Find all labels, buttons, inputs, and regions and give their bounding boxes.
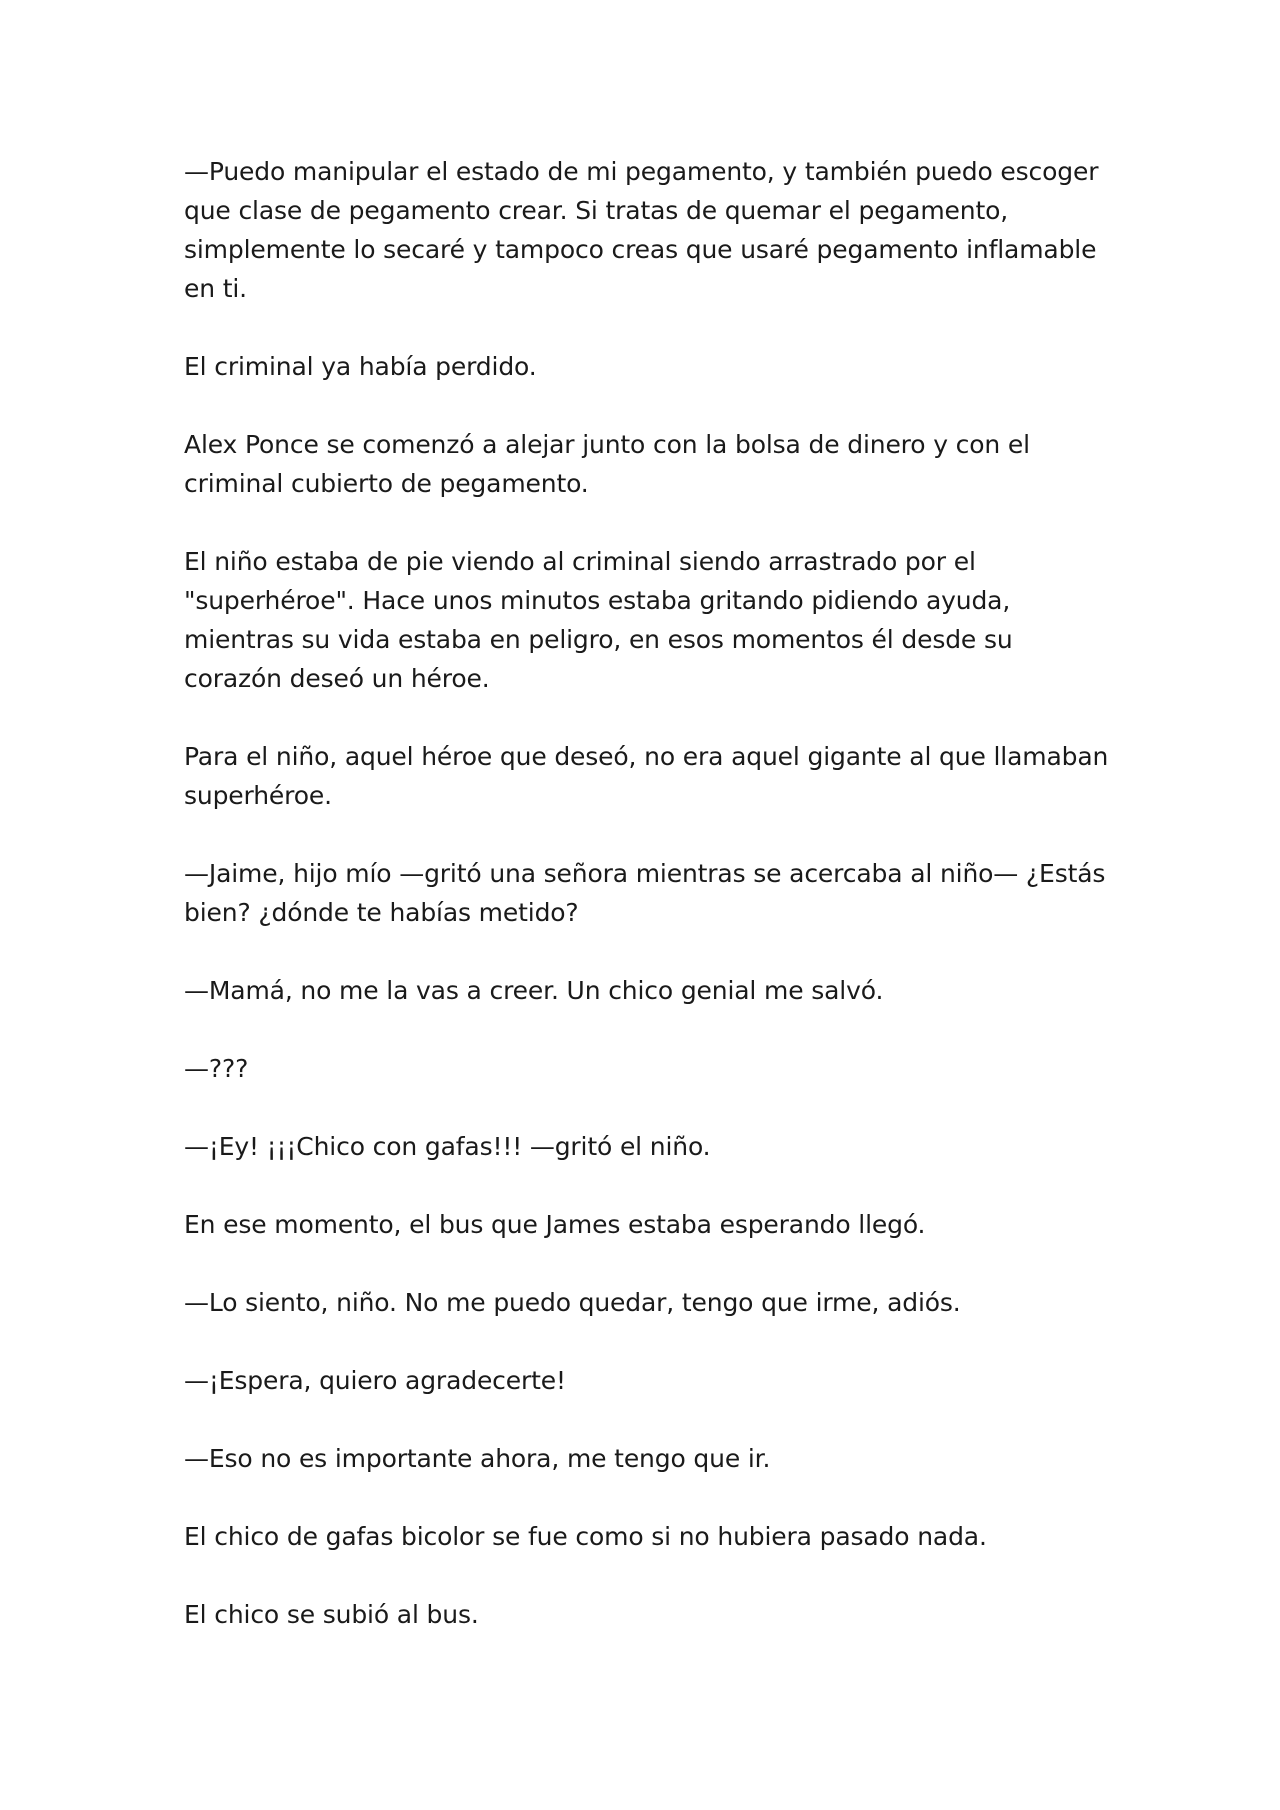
paragraph-6: —Jaime, hijo mío —gritó una señora mientras se acercaba al niño— ¿Estás bien? ¿dónde te habías metido? — [184, 859, 1106, 927]
paragraph-11: —Lo siento, niño. No me puedo quedar, tengo que irme, adiós. — [184, 1288, 961, 1317]
paragraph-9: —¡Ey! ¡¡¡Chico con gafas!!! —gritó el niño. — [184, 1132, 711, 1161]
paragraph-8: —??? — [184, 1054, 249, 1083]
paragraph-14: El chico de gafas bicolor se fue como si no hubiera pasado nada. — [184, 1522, 987, 1551]
paragraph-10: En ese momento, el bus que James estaba esperando llegó. — [184, 1210, 926, 1239]
paragraph-2: El criminal ya había perdido. — [184, 352, 537, 381]
paragraph-12: —¡Espera, quiero agradecerte! — [184, 1366, 566, 1395]
paragraph-13: —Eso no es importante ahora, me tengo que ir. — [184, 1444, 771, 1473]
paragraph-4: El niño estaba de pie viendo al criminal siendo arrastrado por el "superhéroe". Hace unos minutos estaba gritando pidiendo ayuda, mientras su vida estaba en peligro, en esos momentos él desde su corazón deseó un héroe. — [184, 547, 1013, 693]
paragraph-5: Para el niño, aquel héroe que deseó, no era aquel gigante al que llamaban superhéroe. — [184, 742, 1109, 810]
paragraph-7: —Mamá, no me la vas a creer. Un chico genial me salvó. — [184, 976, 884, 1005]
paragraph-15: El chico se subió al bus. — [184, 1600, 479, 1629]
paragraph-3: Alex Ponce se comenzó a alejar junto con la bolsa de dinero y con el criminal cubierto de pegamento. — [184, 430, 1030, 498]
paragraph-1: —Puedo manipular el estado de mi pegamento, y también puedo escoger que clase de pegamento crear. Si tratas de quemar el pegamento, simplemente lo secaré y tampoco creas que usaré pegamento inflamable en ti. — [184, 157, 1099, 303]
story-text — [184, 152, 1114, 1634]
